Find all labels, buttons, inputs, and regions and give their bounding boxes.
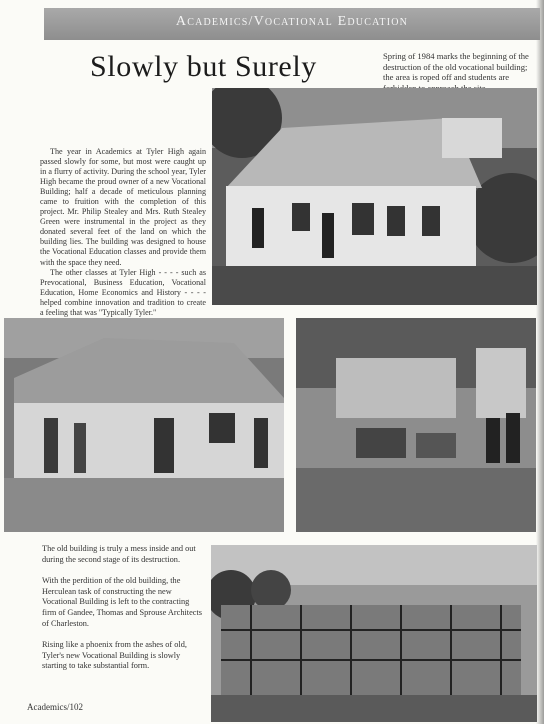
- photo-scaffolding: [211, 545, 537, 722]
- body-paragraph-1: The year in Academics at Tyler High again passed slowly for some, but most were caught up in a flurry of activity. During the school year, Tyler High became the proud owner of a new Vocational Building; half a decade of meticulous planning came to fruition with the completion of this project. Mr. Philip Stealey and Mrs. Ruth Stealey Green were instrumental in the project as they donated several feet of the land on which the building lies. The building was designed to house the Vocational Education classes and provide them with the space they need.: [40, 147, 206, 267]
- body-paragraph-2: The other classes at Tyler High - - - - such as Prevocational, Business Education, Vocational Education, Home Economics and History - - - - helped combine innovation and tradition to create a feeling that was "Typically Tyler.": [40, 267, 206, 317]
- top-photo-caption: Spring of 1984 marks the beginning of the destruction of the old vocational building; the area is roped off and students are: [383, 51, 529, 83]
- photo-damaged-building: [4, 318, 284, 532]
- page-title: Slowly but Surely: [90, 50, 317, 83]
- caption-contracting-firm: With the perdition of the old building, the Herculean task of constructing the new Vocational Building is left to the contracting firm of Gandee, Thomas and Sprouse Architects of Charleston.: [42, 576, 202, 628]
- section-header-title: Academics/Vocational Education: [175, 14, 409, 29]
- photo-old-building-top: [212, 88, 537, 305]
- photo-construction-blocks: [296, 318, 536, 532]
- body-text: [40, 147, 206, 318]
- page-number-label: Academics/102: [27, 702, 83, 712]
- caption-old-building-mess: The old building is truly a mess inside and out during the second stage of its destruction.: [42, 544, 196, 564]
- caption-phoenix: Rising like a phoenix from the ashes of old, Tyler's new Vocational Building is slowly starting to take substantial form.: [42, 640, 187, 671]
- section-header-bar: [44, 8, 540, 40]
- page-edge-shadow: [536, 0, 544, 724]
- bottom-captions: [42, 544, 204, 683]
